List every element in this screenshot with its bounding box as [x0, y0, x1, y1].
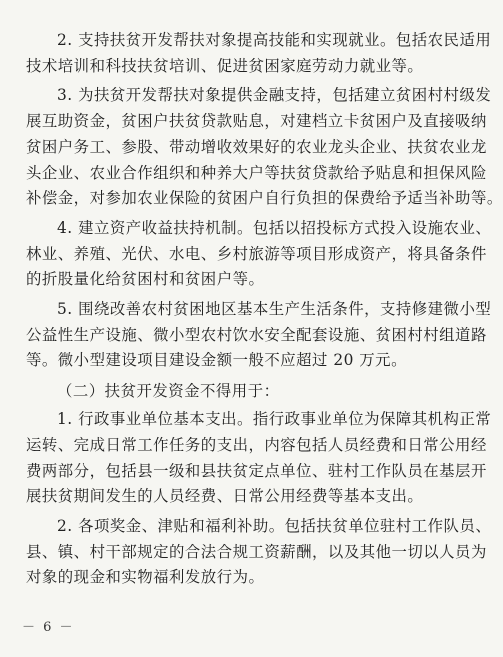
paragraph-5 — [26, 297, 492, 374]
text-line: 1. 行政事业单位基本支出。指行政事业单位为保障其机构正常 — [57, 410, 492, 429]
text-line: 补偿金，对参加农业保险的贫困户自行负担的保费给予适当补助等。 — [26, 189, 503, 208]
page-number: － 6 － — [22, 620, 75, 635]
paragraph-prohibited-2 — [26, 514, 492, 591]
text-line: 2. 各项奖金、津贴和福利补助。包括扶贫单位驻村工作队员、 — [57, 516, 492, 535]
paragraph-3 — [26, 83, 503, 212]
section-heading: （二）扶贫开发资金不得用于： — [57, 382, 280, 401]
text-line: 4. 建立资产收益扶持机制。包括以招投标方式投入设施农业、 — [57, 218, 492, 237]
text-line: 技术培训和科技扶贫培训、促进贫困家庭劳动力就业等。 — [26, 56, 424, 75]
text-line: 县、镇、村干部规定的合法合规工资薪酬，以及其他一切以人员为 — [26, 542, 487, 561]
text-line: 运转、完成日常工作任务的支出，内容包括人员经费和日常公用经 — [26, 435, 487, 454]
paragraph-2 — [26, 28, 492, 79]
document-body — [26, 28, 503, 595]
text-line: 等。微小型建设项目建设金额一般不应超过 20 万元。 — [26, 351, 407, 370]
text-line: 头企业、农业合作组织和种养大户等扶贫贷款给予贴息和担保风险 — [26, 163, 487, 182]
paragraph-prohibited-1 — [26, 407, 492, 510]
text-line: 的折股量化给贫困村和贫困户等。 — [26, 270, 265, 289]
paragraph-4 — [26, 216, 492, 293]
text-line: 5. 围绕改善农村贫困地区基本生产生活条件，支持修建微小型 — [57, 300, 492, 319]
text-line: 展扶贫期间发生的人员经费、日常公用经费等基本支出。 — [26, 487, 424, 506]
text-line: 3. 为扶贫开发帮扶对象提供金融支持，包括建立贫困村村级发 — [57, 86, 492, 105]
text-line: 贫困户务工、参股、带动增收效果好的农业龙头企业、扶贫农业龙 — [26, 137, 487, 156]
text-line: 2. 支持扶贫开发帮扶对象提高技能和实现就业。包括农民适用 — [57, 31, 492, 49]
text-line: 费两部分，包括县一级和县扶贫定点单位、驻村工作队员在基层开 — [26, 461, 487, 480]
text-line: 对象的现金和实物福利发放行为。 — [26, 568, 265, 587]
text-line: 林业、养殖、光伏、水电、乡村旅游等项目形成资产，将具备条件 — [26, 244, 487, 263]
text-line: 公益性生产设施、微小型农村饮水安全配套设施、贫困村村组道路 — [26, 325, 487, 344]
text-line: 展互助资金，贫困户扶贫贷款贴息，对建档立卡贫困户及直接吸纳 — [26, 112, 487, 131]
